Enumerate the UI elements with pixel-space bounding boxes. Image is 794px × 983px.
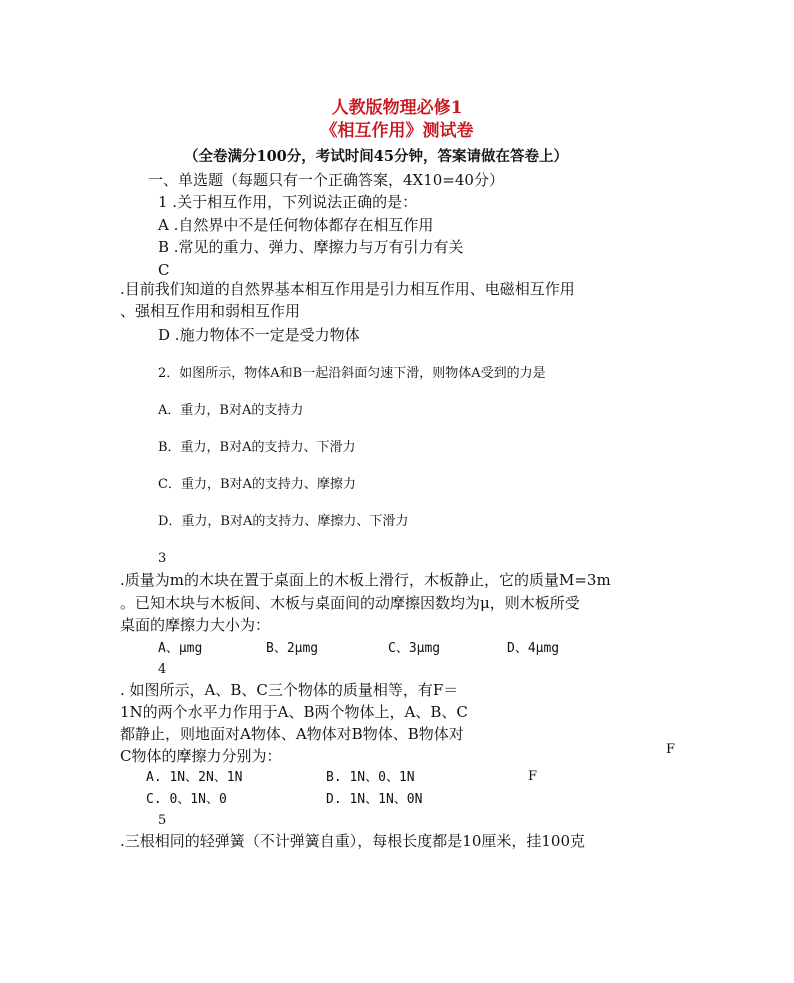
q2-option-b: B．重力，B对A的支持力、下滑力 [158, 440, 356, 455]
q4-option-d: D. 1N、1N、0N [326, 792, 423, 807]
q3-line3: 桌面的摩擦力大小为： [120, 616, 271, 634]
q4-line3: 都静止，则地面对A物体、A物体对B物体、B物体对 [120, 725, 464, 743]
q3-option-b: B、2μmg [266, 641, 319, 656]
section-heading: 一、单选题（每题只有一个正确答案，4X10=40分） [148, 171, 504, 189]
q1-option-d: D .施力物体不一定是受力物体 [158, 326, 360, 344]
q3-line2: 。已知木块与木板间、木板与桌面间的动摩擦因数均为μ，则木板所受 [120, 594, 580, 612]
q4-option-a: A. 1N、2N、1N [146, 770, 243, 785]
q2-stem: 2．如图所示，物体A和B一起沿斜面匀速下滑，则物体A受到的力是 [158, 366, 546, 381]
q3-option-d: D、4μmg [507, 641, 560, 656]
q4-line2: 1N的两个水平力作用于A、B两个物体上，A、B、C [120, 703, 468, 721]
q4-option-b: B. 1N、0、1N [326, 770, 415, 785]
q4-figure-force-label-right: F [666, 742, 676, 757]
q3-option-c: C、3μmg [388, 641, 441, 656]
q4-line1: . 如图所示，A、B、C三个物体的质量相等，有F＝ [120, 681, 459, 699]
q3-line1: .质量为m的木块在置于桌面上的木板上滑行，木板静止，它的质量M=3m [120, 571, 611, 589]
q4-figure-force-label-left: F [528, 769, 538, 784]
exam-subtitle: （全卷满分100分，考试时间45分钟，答案请做在答卷上） [184, 148, 568, 165]
q1-option-c-line2: 、强相互作用和弱相互作用 [120, 302, 301, 320]
q3-option-a: A、μmg [158, 641, 203, 656]
title-line-1: 人教版物理必修1 [331, 98, 463, 118]
q4-option-c: C. 0、1N、0 [146, 792, 227, 807]
q2-option-c: C．重力，B对A的支持力、摩擦力 [158, 477, 356, 492]
q1-option-c-label: C [158, 261, 170, 279]
q5-number: 5 [158, 813, 167, 828]
q1-option-b: B .常见的重力、弹力、摩擦力与万有引力有关 [158, 238, 464, 256]
q2-option-d: D．重力，B对A的支持力、摩擦力、下滑力 [158, 514, 409, 529]
q2-option-a: A．重力，B对A的支持力 [158, 403, 304, 418]
q3-number: 3 [158, 551, 167, 566]
q5-line1: .三根相同的轻弹簧（不计弹簧自重），每根长度都是10厘米，挂100克 [120, 832, 585, 850]
q1-option-c-line1: .目前我们知道的自然界基本相互作用是引力相互作用、电磁相互作用 [120, 280, 575, 298]
q1-stem: 1 .关于相互作用，下列说法正确的是： [158, 193, 418, 211]
q4-number: 4 [158, 662, 167, 677]
q4-line4: C物体的摩擦力分别为： [120, 747, 282, 765]
q1-option-a: A .自然界中不是任何物体都存在相互作用 [158, 216, 434, 234]
title-line-2: 《相互作用》测试卷 [320, 121, 474, 141]
